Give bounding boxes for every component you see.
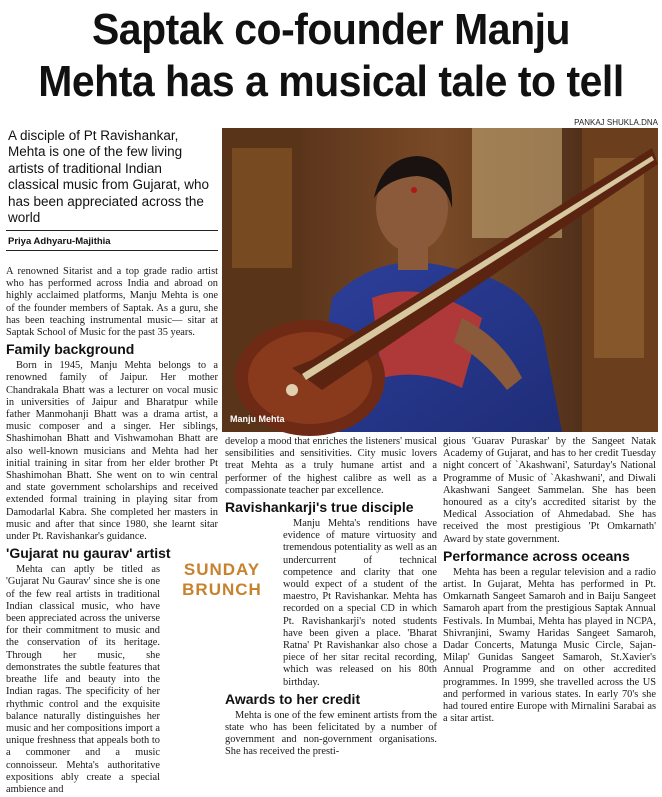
photo-illustration <box>222 128 658 432</box>
subhead-gujarat-nu-gaurav: 'Gujarat nu gaurav' artist <box>6 545 171 562</box>
subhead-true-disciple: Ravishankarji's true disciple <box>225 499 414 516</box>
photo-credit: PANKAJ SHUKLA.DNA <box>574 118 658 127</box>
photo-manju-mehta <box>222 128 658 432</box>
paragraph: Born in 1945, Manju Mehta belongs to a renowned family of Jaipur. Her mother Chandrakala Bhatt was a lecturer on vocal music in universities of Jaipur and Bharatpur while father Manmohanji Bhatt was a drama artist, a music composer and a singer. Her siblings, Shashimohan Bhatt and Vishwamohan Bhatt are also well-known musicians and Mehta had her initial training in sitar from her elder brother Pt Shashimohan Bhatt. She went on to win central and state government scholarships and received extended formal training in playing sitar from Damodarlal Kabra. She completed her masters in music and after that since 1980, she learnt sitar under Pt. Ravishankar's guidance. <box>6 360 218 543</box>
column-1 <box>6 266 218 797</box>
subhead-awards: Awards to her credit <box>225 690 361 707</box>
badge-line-1: SUNDAY <box>183 560 261 579</box>
paragraph: Mehta has been a regular television and a radio artist. In Gujarat, Mehta has performed in Pt. Omkarnath Sangeet Samaroh and in Baiju Sangeet Samaroh apart from the prestigious Saptak Annual Festivals. In Mumbai, Mehta has played in NCPA, Shivranjini, Swamy Haridas Sangeet Samaroh, Dadar Concerts, Matunga Music Circle, Sajan-Milap' Gunidas Sangeet Samaroh, St.Xavier's Annual Programme and on other accredited programmes. In 1999, she travelled across the US and performed in various states. In early 70's she had toured entire Europe with Mirnalini Sarabai as a sitar artist. <box>443 566 656 725</box>
paragraph: Manju Mehta's renditions have evidence of mature virtuosity and tremendous potentiality as well as an undercurrent of technical competence and clarity that one would expect of a student of the maestro, Pt Ravishankar. Mehta has recorded on a special CD in which Pt. Ravishankarji's noted students have been given a place. 'Bharat Ratna' Pt Ravishankar also chose a piece of her sitar recital recording, which was released on his 80th birthday. <box>283 518 437 688</box>
headline <box>23 4 639 108</box>
paragraph: Mehta can aptly be titled as 'Gujarat Nu Gaurav' since she is one of the few real artists in traditional Indian classical music, who have been appreciated across the universe for their commitment to music and the conservation of its heritage. Through her music, she demonstrates the subtle features that breathe life and beauty into the Indian ragas. The specificity of her rhythmic control and the exquisite balance naturally distinguishes her music and her compositions import a unique freshness that appeals both to a commoner and a music connoisseur. Mehta's authoritative expositions ably create a special ambience and <box>6 564 160 795</box>
intro-paragraph: A renowned Sitarist and a top grade radio artist who has performed across India and abroad on highly acclaimed platforms, Manju Mehta is one of the founder members of Saptak. As a guru, she has been teaching instrumental music— sitar at Saptak School of Music for the past 35 years. <box>6 266 218 339</box>
subhead-family-background: Family background <box>6 341 135 358</box>
headline-line-1: Saptak co-founder Manju <box>91 5 571 54</box>
paragraph: Mehta is one of the few eminent artists from the state who has been felicitated by a number of government and non-government organisations. She has received the presti- <box>225 709 437 758</box>
divider-bottom <box>6 250 218 251</box>
headline-line-2: Mehta has a musical tale to tell <box>38 57 624 106</box>
divider-top <box>6 230 218 231</box>
byline: Priya Adhyaru-Majithia <box>8 236 111 247</box>
paragraph: develop a mood that enriches the listeners' musical sensibilities and sensitivities. City music lovers treat Mehta as a truly humane artist and a performer of the highest calibre as well as a compassionate teacher par excellence. <box>225 436 437 496</box>
paragraph: gious 'Guarav Puraskar' by the Sangeet Natak Academy of Gujarat, and has to her credit Tuesday night concert of `Akashwani', Saturday's National Programme of Music of `Akashwani', and Diwali Akashwani Sangeet Sammelan. She has been honoured as a city's accredited sitarist by the Medical Association of Ahmedabad. She has received the most prestigious 'Pt Omkarnath' Award by state government. <box>443 436 656 545</box>
standfirst: A disciple of Pt Ravishankar, Mehta is one of the few living artists of traditional Indian classical music from Gujarat, who has been appreciated across the world <box>8 128 210 226</box>
sunday-brunch-logo <box>172 560 272 606</box>
photo-caption: Manju Mehta <box>230 414 285 424</box>
column-3 <box>443 436 656 726</box>
subhead-performance-across-oceans: Performance across oceans <box>443 547 630 564</box>
badge-line-2: BRUNCH <box>182 580 262 599</box>
